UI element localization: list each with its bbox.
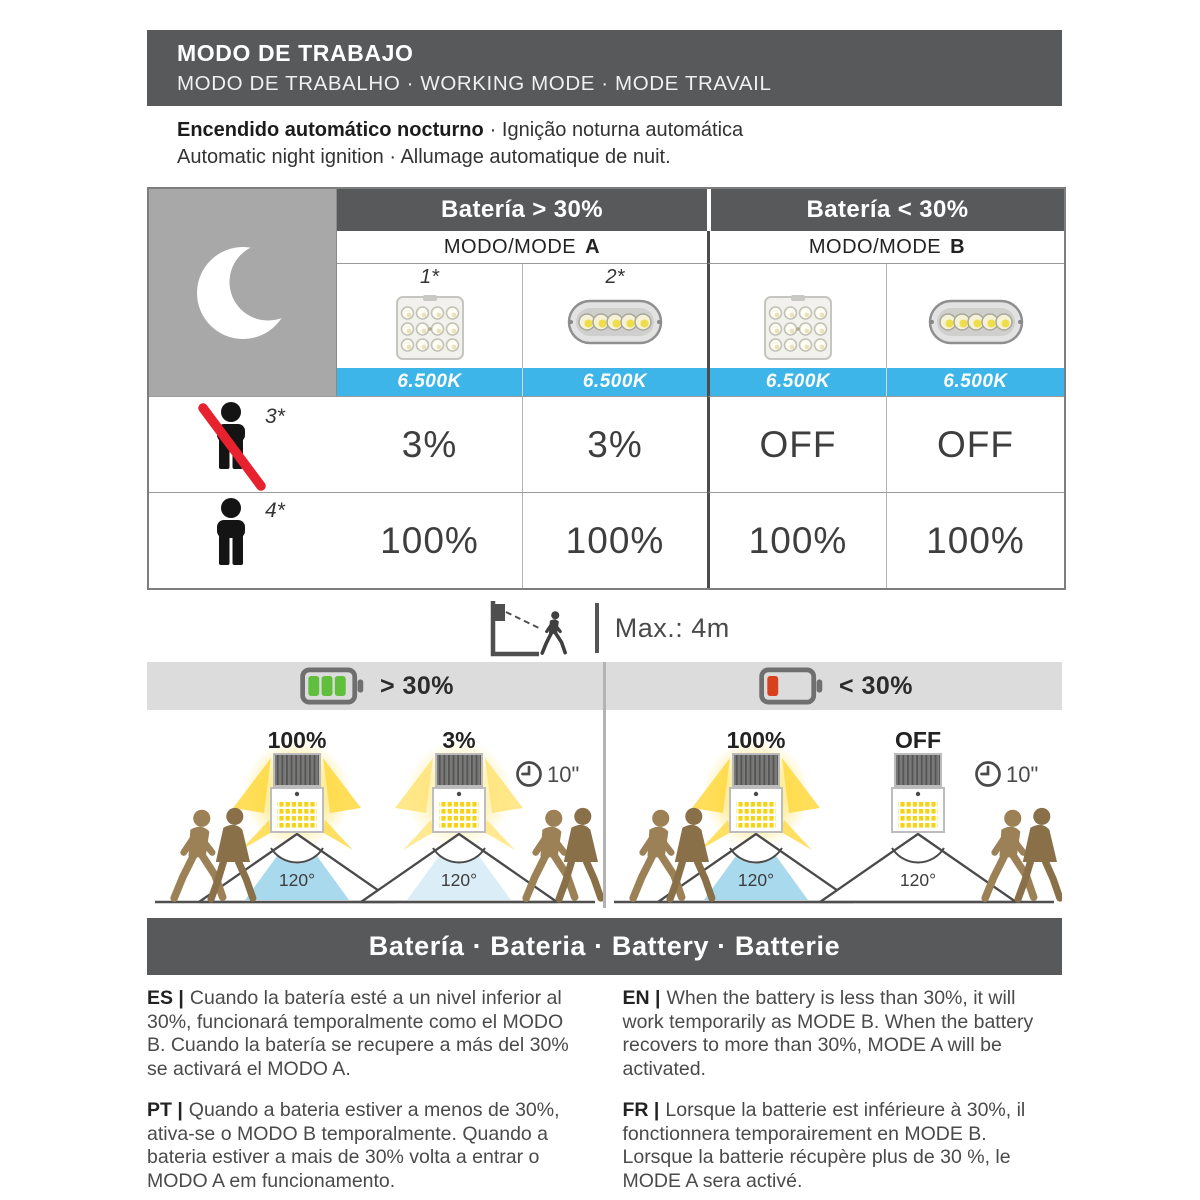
moon-icon (188, 238, 298, 348)
note-pt (147, 1099, 587, 1193)
intro-line-2: Automatic night ignition · Allumage automatique de nuit. (177, 146, 671, 168)
lamp-power-label: 3% (442, 727, 476, 753)
note-pt-lang: PT | (147, 1099, 183, 1121)
color-temp-badge: 6.500K (337, 368, 522, 396)
note-es-text: Cuando la batería esté a un nivel inferior al 30%, funcionará temporalmente como el MODO B. Cuando la batería se recupere a más del 30% se activará el MODO A. (147, 987, 569, 1080)
color-temp-badge: 6.500K (707, 368, 886, 396)
value-cell: 100% (337, 492, 522, 588)
value-cell: 100% (522, 492, 707, 588)
panel-low-scene (606, 710, 1062, 908)
value-cell: 3% (522, 396, 707, 492)
panel-high-label: > 30% (379, 671, 455, 700)
intro-line1-bold: Encendido automático nocturno (177, 119, 484, 141)
color-temp-badge: 6.500K (522, 368, 707, 396)
battery-full-icon (296, 665, 368, 707)
led-cell-a2 (522, 264, 707, 368)
intro-line-1 (177, 117, 743, 144)
value-cell: 100% (886, 492, 1064, 588)
value-cell: 3% (337, 396, 522, 492)
note-es-lang: ES | (147, 987, 184, 1009)
lamp-power-label: 100% (267, 727, 327, 753)
value-cell: 100% (707, 492, 886, 588)
note-fr (623, 1099, 1063, 1193)
separator (595, 603, 599, 653)
person-icon (173, 491, 313, 591)
battery-low-header: Batería < 30% (707, 189, 1064, 231)
led-cell-b2 (886, 264, 1064, 368)
led-square-ref: 1* (420, 266, 439, 288)
note-fr-lang: FR | (622, 1099, 660, 1121)
panel-low-label: < 30% (838, 671, 914, 700)
note-es (147, 987, 587, 1081)
timer-label: 10" (1006, 762, 1039, 787)
battery-panels (147, 662, 1062, 908)
solar-lamp-image (820, 727, 1016, 902)
row-ref-label: 3* (265, 404, 285, 428)
led-cell-a1 (337, 264, 522, 368)
note-fr-text: Lorsque la batterie est inférieure à 30%, il fonctionnera temporairement en MODE B. Lorsque la batterie récupère plus de 30 %, le MODE A sera activé. (622, 1099, 1026, 1192)
led-strip-oval-image (926, 292, 1026, 364)
clock-icon (977, 763, 1000, 786)
cone-angle-label: 120° (278, 870, 316, 890)
mode-table (147, 187, 1066, 590)
battery-banner: Batería · Bateria · Battery · Batterie (147, 918, 1062, 975)
person-row-header (149, 492, 337, 588)
mode-a-label: MODO/MODE A (337, 231, 707, 264)
panel-high-illustration (147, 710, 603, 908)
panel-high-header (147, 662, 603, 710)
timer-label: 10" (547, 762, 580, 787)
led-strip-oval-image (565, 292, 665, 364)
panel-low-illustration (606, 710, 1062, 908)
battery-high-header: Batería > 30% (337, 189, 707, 231)
panel-high-scene (147, 710, 603, 908)
led-panel-square-image (760, 292, 836, 364)
cone-angle-label: 120° (899, 870, 937, 890)
led-oval-ref: 2* (605, 266, 625, 288)
value-cell: OFF (707, 396, 886, 492)
language-notes (147, 987, 1062, 1193)
header-banner (147, 30, 1062, 106)
night-mode-cell (149, 189, 337, 396)
lamp-power-label: OFF (895, 727, 941, 753)
sensor-range-label: Max.: 4m (614, 612, 730, 643)
solar-lamp-image (361, 727, 557, 902)
page-title: MODO DE TRABAJO (177, 40, 414, 66)
note-en-lang: EN | (622, 987, 661, 1009)
note-en (623, 987, 1063, 1081)
lamp-power-label: 100% (726, 727, 786, 753)
color-temp-badge: 6.500K (886, 368, 1064, 396)
led-panel-square-image (392, 292, 468, 364)
clock-icon (518, 763, 541, 786)
sensor-range (147, 599, 1062, 657)
intro-line1-rest: · Ignição noturna automática (489, 119, 744, 141)
panel-low-header (606, 662, 1062, 710)
row-ref-label: 4* (265, 498, 285, 522)
value-cell: OFF (886, 396, 1064, 492)
mode-b-label: MODO/MODE B (707, 231, 1064, 264)
panel-battery-low (606, 662, 1062, 908)
no-person-row-header (149, 396, 337, 492)
page-subtitle: MODO DE TRABALHO · WORKING MODE · MODE TRAVAIL (177, 72, 772, 95)
note-pt-text: Quando a bateria estiver a menos de 30%, ativa-se o MODO B temporalmente. Quando a bateria estiver a mais de 30% volta a entrar o MODO A em funcionamento. (147, 1099, 560, 1192)
no-person-icon (173, 395, 313, 495)
note-en-text: When the battery is less than 30%, it will work temporarily as MODE B. When the battery recovers to more than 30%, MODE A will be activated. (622, 987, 1034, 1080)
intro-text (177, 117, 743, 171)
panel-battery-high (147, 662, 603, 908)
sensor-range-icon (479, 597, 579, 659)
cone-angle-label: 120° (440, 870, 478, 890)
cone-angle-label: 120° (737, 870, 775, 890)
battery-low-icon (755, 665, 827, 707)
led-cell-b1 (707, 264, 886, 368)
